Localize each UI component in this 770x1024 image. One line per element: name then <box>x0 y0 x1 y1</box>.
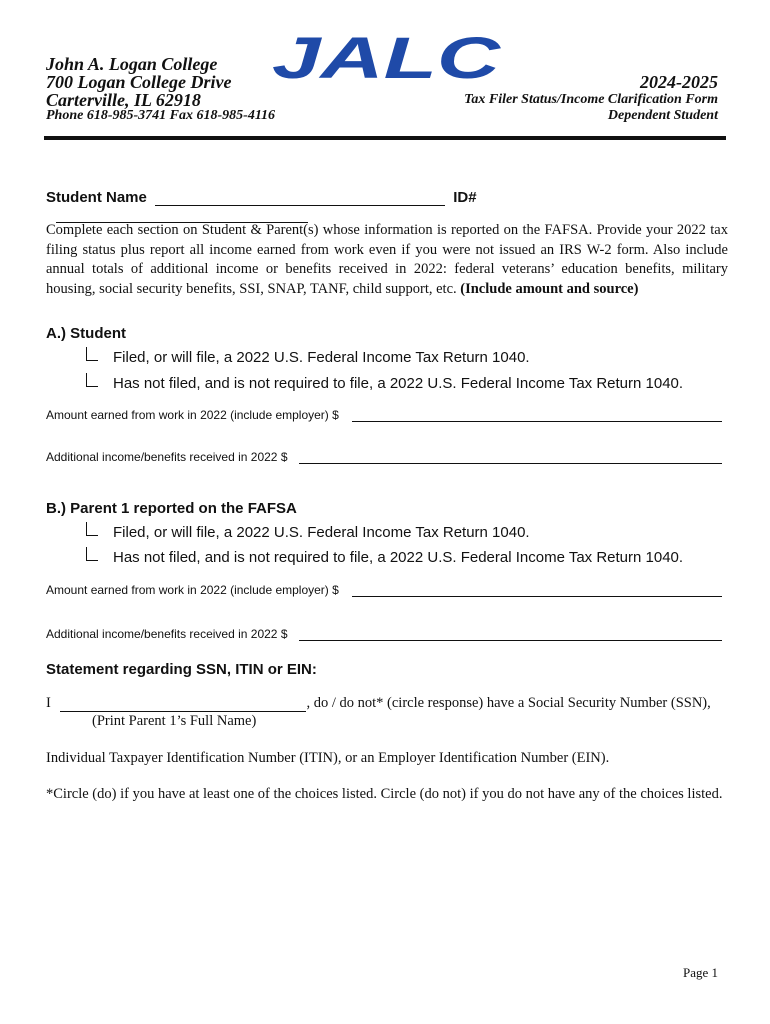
student-name-row <box>46 189 726 223</box>
header-divider <box>44 136 726 140</box>
parent-name-hint: (Print Parent 1’s Full Name) <box>92 713 257 729</box>
section-b-amount-label: Amount earned from work in 2022 (include employer) $ <box>46 583 339 597</box>
section-a-not-filed-checkbox[interactable] <box>86 373 98 387</box>
section-a-not-filed-label: Has not filed, and is not required to file, a 2022 U.S. Federal Income Tax Return 1040. <box>113 375 684 392</box>
college-name: John A. Logan College <box>46 54 218 74</box>
form-title: Tax Filer Status/Income Clarification Form <box>464 92 718 107</box>
page-number: Page 1 <box>682 965 718 980</box>
student-name-label: Student Name <box>46 189 147 206</box>
jalc-logo <box>270 34 502 82</box>
student-name-field[interactable] <box>155 191 445 206</box>
ssn-statement-row <box>46 695 728 712</box>
itin-ein-text: Individual Taxpayer Identification Number (ITIN), or an Employer Identification Number (EIN). <box>46 750 610 766</box>
section-b-heading: B.) Parent 1 reported on the FAFSA <box>46 500 297 517</box>
section-a-filed-label: Filed, or will file, a 2022 U.S. Federal Income Tax Return 1040. <box>113 349 530 366</box>
section-b-filed-label: Filed, or will file, a 2022 U.S. Federal Income Tax Return 1040. <box>113 524 530 541</box>
instructions-emphasis: (Include amount and source) <box>460 280 639 297</box>
instructions-text: Complete each section on Student & Parent(s) whose information is reported on the FAFSA. Provide your 2022 tax filing status plus report all income earned from work even if you were not issued an IRS W-2 form. Also include annual totals of additional income or benefits received in 2022: federal veterans’ education benefits, military housing, social security benefits, SSI, SNAP, TANF, child support, etc. <box>46 222 728 297</box>
college-phone-fax: Phone 618-985-3741 Fax 618-985-4116 <box>46 108 276 123</box>
form-subtitle: Dependent Student <box>607 108 718 123</box>
section-b-not-filed-label: Has not filed, and is not required to file, a 2022 U.S. Federal Income Tax Return 1040. <box>113 549 684 566</box>
form-year: 2024-2025 <box>640 72 718 92</box>
section-b-additional-field[interactable] <box>299 640 722 641</box>
student-id-label: ID# <box>453 189 477 206</box>
instructions-paragraph <box>46 221 728 299</box>
section-b-not-filed-checkbox[interactable] <box>86 547 98 561</box>
section-a-amount-field[interactable] <box>352 421 722 422</box>
section-a-filed-checkbox[interactable] <box>86 347 98 361</box>
section-a-additional-label: Additional income/benefits received in 2022 $ <box>46 450 288 464</box>
section-a-amount-label: Amount earned from work in 2022 (include employer) $ <box>46 408 339 422</box>
college-city: Carterville, IL 62918 <box>46 90 201 110</box>
college-address: 700 Logan College Drive <box>46 72 232 92</box>
ssn-prefix: I <box>46 695 51 711</box>
section-a-additional-field[interactable] <box>299 463 722 464</box>
jalc-logo-text: JALC <box>272 34 502 82</box>
circle-instructions-note: *Circle (do) if you have at least one of the choices listed. Circle (do not) if you do not have any of the choices listed. <box>46 786 723 802</box>
section-b-additional-label: Additional income/benefits received in 2022 $ <box>46 627 288 641</box>
statement-heading: Statement regarding SSN, ITIN or EIN: <box>46 661 317 678</box>
section-b-filed-checkbox[interactable] <box>86 522 98 536</box>
section-b-amount-field[interactable] <box>352 596 722 597</box>
parent-name-field[interactable] <box>60 697 306 712</box>
ssn-suffix: , do / do not* (circle response) have a Social Security Number (SSN), <box>306 695 711 711</box>
section-a-heading: A.) Student <box>46 325 126 342</box>
